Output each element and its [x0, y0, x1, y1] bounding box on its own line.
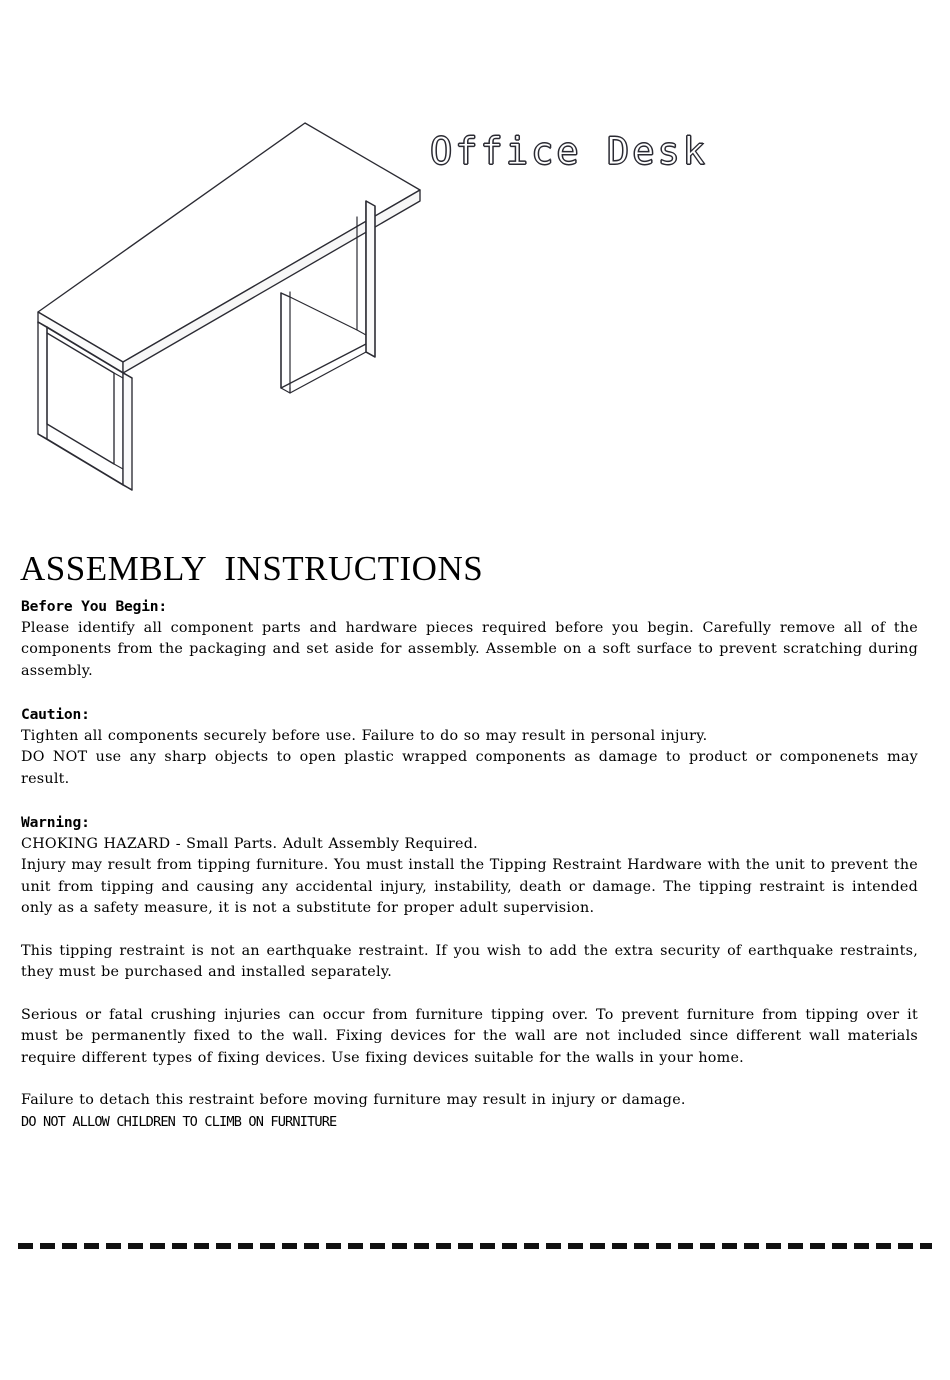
section-paragraph-emphasis: DO NOT ALLOW CHILDREN TO CLIMB ON FURNITURE [21, 1113, 337, 1130]
section-paragraph: Tighten all components securely before use. Failure to do so may result in personal injury. [21, 727, 708, 744]
section-paragraph: Injury may result from tipping furniture. You must install the Tipping Restraint Hardware with the unit to prevent the unit from tipping and causing any accidental injury, instability, death or damage. The tipping restraint is intended only as a safety measure, it is not a substitute for proper adult supervision. [21, 857, 918, 916]
section-caution [21, 704, 918, 790]
page-title: ASSEMBLY INSTRUCTIONS [20, 549, 484, 588]
section-heading-caution: Caution: [21, 706, 90, 723]
section-paragraph: Failure to detach this restraint before moving furniture may result in injury or damage. [21, 1092, 686, 1108]
section-paragraph: DO NOT use any sharp objects to open plastic wrapped components as damage to product or componenets may result. [21, 749, 918, 787]
product-title: Office Desk [430, 130, 709, 173]
section-warning [21, 812, 918, 1133]
section-paragraph: This tipping restraint is not an earthquake restraint. If you wish to add the extra security of earthquake restraints, they must be purchased and installed separately. [21, 942, 918, 980]
section-paragraph: Please identify all component parts and hardware pieces required before you begin. Carefully remove all of the components from the packaging and set aside for assembly. Assemble on a soft surface to prevent scratching during assembly. [21, 619, 918, 679]
instructions-body [21, 596, 918, 1133]
desk-top-surface [38, 123, 420, 362]
office-desk-isometric-line-drawing [0, 100, 470, 530]
spacer [21, 682, 918, 704]
dashed-cut-line [18, 1243, 932, 1249]
section-before-you-begin [21, 596, 918, 682]
section-heading-warning: Warning: [21, 814, 90, 831]
desk-leg-left-thickness-front [123, 373, 132, 490]
section-paragraph: CHOKING HAZARD - Small Parts. Adult Assembly Required. [21, 835, 478, 852]
spacer [21, 1069, 918, 1090]
desk-leg-right-thickness [366, 201, 375, 357]
spacer [21, 984, 918, 1005]
product-illustration [0, 100, 470, 530]
section-heading-before-you-begin: Before You Begin: [21, 598, 167, 615]
spacer [21, 790, 918, 812]
section-paragraph: Serious or fatal crushing injuries can occur from furniture tipping over. To prevent furniture from tipping over it must be permanently fixed to the wall. Fixing devices for the wall are not included since different wall materials require different types of fixing devices. Use fixing devices suitable for the walls in your home. [21, 1006, 918, 1066]
spacer [21, 920, 918, 941]
